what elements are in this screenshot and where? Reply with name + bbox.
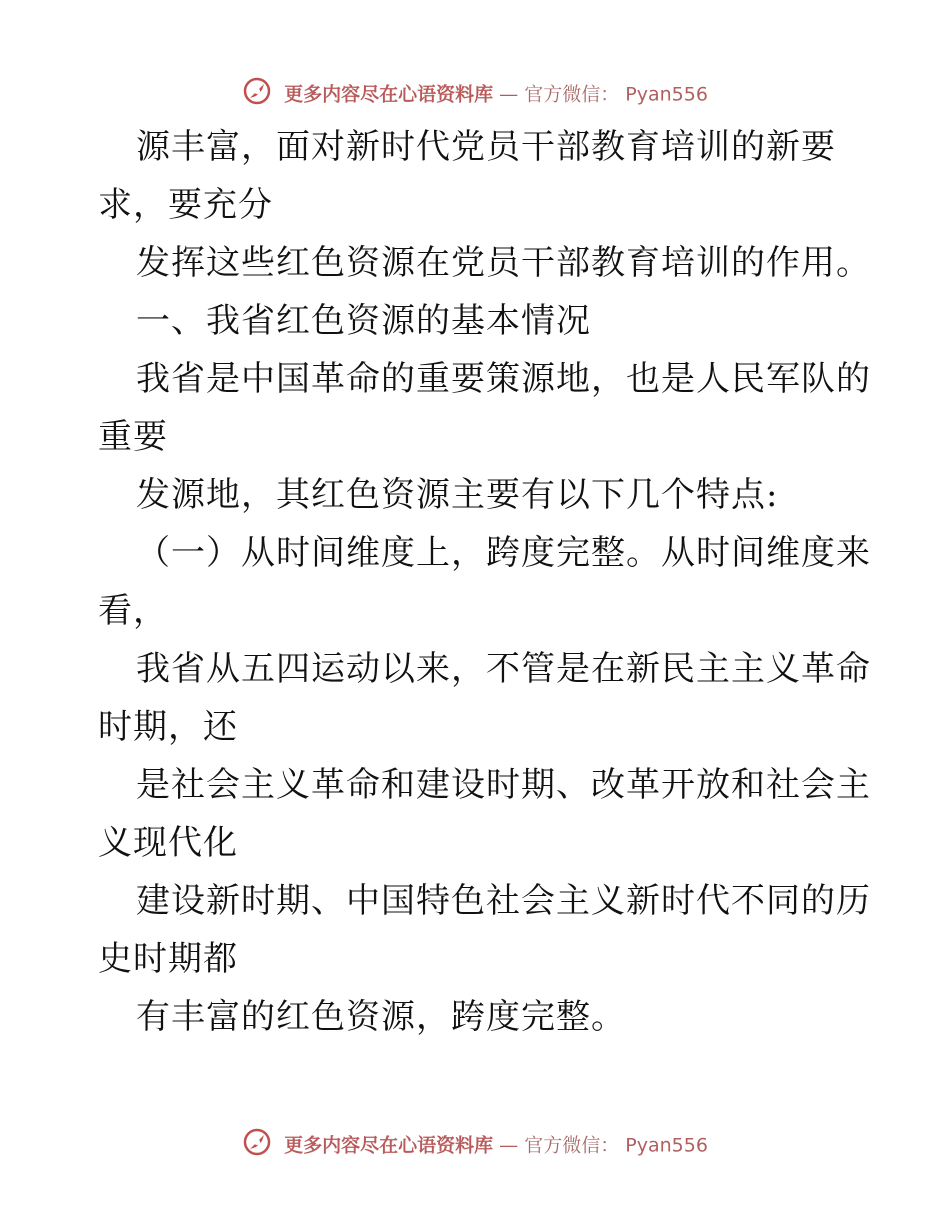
watermark-wechat-id: Pyan556 <box>625 83 708 106</box>
text-line: 建设新时期、中国特色社会主义新时代不同的历 <box>136 881 871 921</box>
watermark-site-text: 更多内容尽在心语资料库 <box>284 1134 494 1157</box>
text-line: 一、我省红色资源的基本情况 <box>136 301 591 341</box>
watermark-wechat-label: 官方微信： <box>524 83 620 106</box>
text-line: 史时期都 <box>98 939 238 979</box>
text-line: 重要 <box>98 417 168 457</box>
watermark-wechat-id: Pyan556 <box>625 1134 708 1157</box>
text-line: 源丰富，面对新时代党员干部教育培训的新要 <box>136 127 836 167</box>
quill-logo-icon <box>242 1127 272 1164</box>
text-line: 发源地，其红色资源主要有以下几个特点: <box>136 475 779 515</box>
watermark-wechat-label: 官方微信： <box>524 1134 620 1157</box>
quill-logo-icon <box>242 76 272 113</box>
watermark-dash: — <box>499 83 519 106</box>
text-line: 求，要充分 <box>98 185 273 225</box>
text-line: 义现代化 <box>98 823 238 863</box>
text-line: 我省从五四运动以来，不管是在新民主主义革命 <box>136 649 871 689</box>
text-line: （一）从时间维度上，跨度完整。从时间维度来 <box>136 533 871 573</box>
text-line: 时期，还 <box>98 707 238 747</box>
watermark-site-text: 更多内容尽在心语资料库 <box>284 83 494 106</box>
text-line: 看， <box>98 591 168 631</box>
text-line: 我省是中国革命的重要策源地，也是人民军队的 <box>136 359 871 399</box>
footer-watermark <box>0 1127 950 1164</box>
text-line: 发挥这些红色资源在党员干部教育培训的作用。 <box>136 243 871 283</box>
text-line: 是社会主义革命和建设时期、改革开放和社会主 <box>136 765 871 805</box>
text-line: 有丰富的红色资源，跨度完整。 <box>136 997 626 1037</box>
header-watermark <box>0 76 950 113</box>
watermark-dash: — <box>499 1134 519 1157</box>
document-body <box>98 118 871 1046</box>
